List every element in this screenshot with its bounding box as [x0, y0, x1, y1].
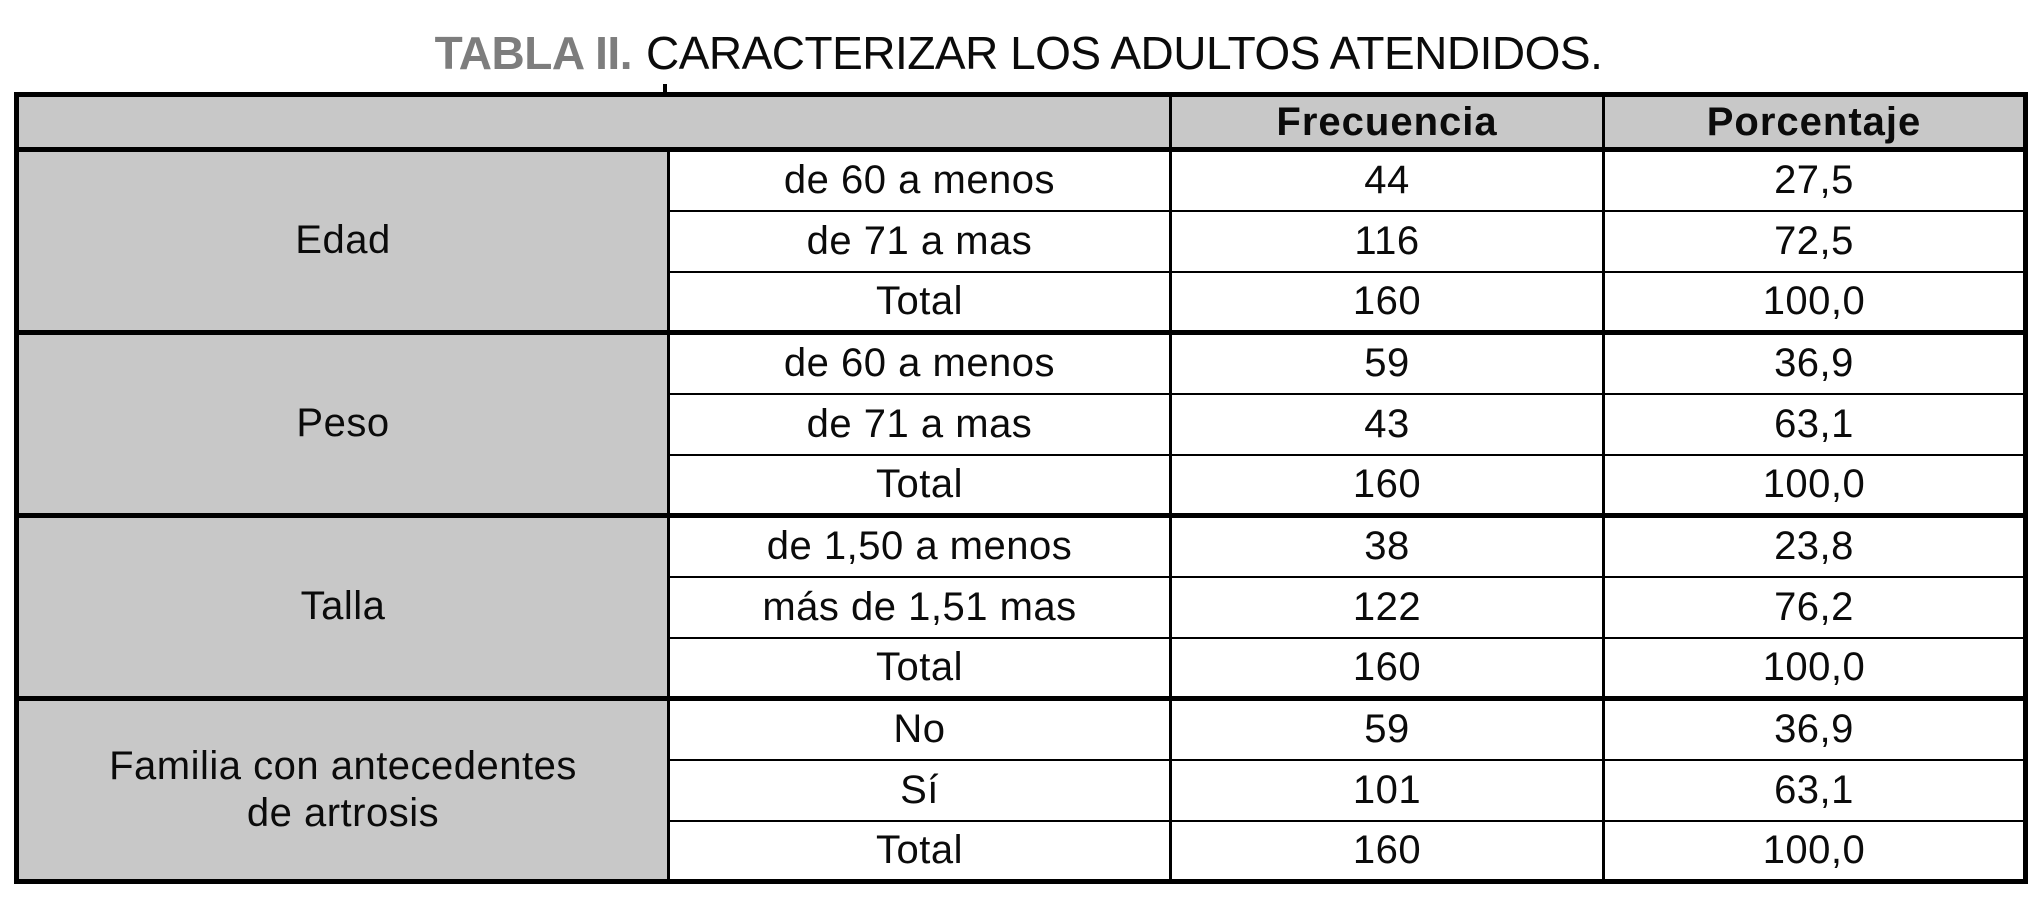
table-row	[17, 333, 2026, 394]
percentage-value: 36,9	[1604, 699, 2026, 760]
category-cell: Total	[669, 638, 1171, 699]
group-label: Familia con antecedentes de artrosis	[109, 743, 577, 835]
category-cell: de 60 a menos	[669, 150, 1171, 211]
percentage-value: 76,2	[1604, 577, 2026, 638]
header-row	[17, 95, 2026, 150]
category-cell: de 1,50 a menos	[669, 516, 1171, 577]
table-row	[17, 150, 2026, 211]
cell-divider-notch	[663, 84, 667, 97]
percentage-value: 100,0	[1604, 455, 2026, 516]
frequency-value: 101	[1171, 760, 1604, 821]
percentage-value: 63,1	[1604, 394, 2026, 455]
frequency-value: 59	[1171, 699, 1604, 760]
percentage-value: 100,0	[1604, 821, 2026, 882]
group-label: Talla	[300, 584, 386, 629]
percentage-value: 63,1	[1604, 760, 2026, 821]
frequency-value: 122	[1171, 577, 1604, 638]
table-caption-text: CARACTERIZAR LOS ADULTOS ATENDIDOS.	[645, 27, 1603, 79]
group-header-cell-talla	[17, 516, 669, 699]
percentage-value: 27,5	[1604, 150, 2026, 211]
category-cell: más de 1,51 mas	[669, 577, 1171, 638]
table-row	[17, 699, 2026, 760]
category-cell: Total	[669, 272, 1171, 333]
category-cell: No	[669, 699, 1171, 760]
category-cell: Total	[669, 455, 1171, 516]
category-cell: de 71 a mas	[669, 211, 1171, 272]
frequency-value: 160	[1171, 455, 1604, 516]
percentage-column-header: Porcentaje	[1604, 95, 2026, 150]
frequency-column-header: Frecuencia	[1171, 95, 1604, 150]
table-caption-number: TABLA II.	[434, 27, 632, 79]
group-header-cell-familia-antecedentes	[17, 699, 669, 882]
percentage-value: 100,0	[1604, 638, 2026, 699]
frequency-value: 38	[1171, 516, 1604, 577]
percentage-value: 36,9	[1604, 333, 2026, 394]
data-table	[14, 92, 2028, 884]
frequency-value: 59	[1171, 333, 1604, 394]
category-cell: Total	[669, 821, 1171, 882]
blank-corner-cell	[17, 95, 1171, 150]
group-header-cell-edad	[17, 150, 669, 333]
frequency-value: 116	[1171, 211, 1604, 272]
frequency-value: 160	[1171, 638, 1604, 699]
group-header-cell-peso	[17, 333, 669, 516]
category-cell: de 60 a menos	[669, 333, 1171, 394]
frequency-value: 160	[1171, 821, 1604, 882]
group-label: Peso	[296, 401, 390, 446]
group-label: Edad	[295, 218, 391, 263]
percentage-value: 72,5	[1604, 211, 2026, 272]
category-cell: Sí	[669, 760, 1171, 821]
frequency-value: 44	[1171, 150, 1604, 211]
percentage-value: 100,0	[1604, 272, 2026, 333]
table-caption	[14, 28, 2023, 79]
table-row	[17, 516, 2026, 577]
category-cell: de 71 a mas	[669, 394, 1171, 455]
frequency-value: 160	[1171, 272, 1604, 333]
frequency-value: 43	[1171, 394, 1604, 455]
percentage-value: 23,8	[1604, 516, 2026, 577]
